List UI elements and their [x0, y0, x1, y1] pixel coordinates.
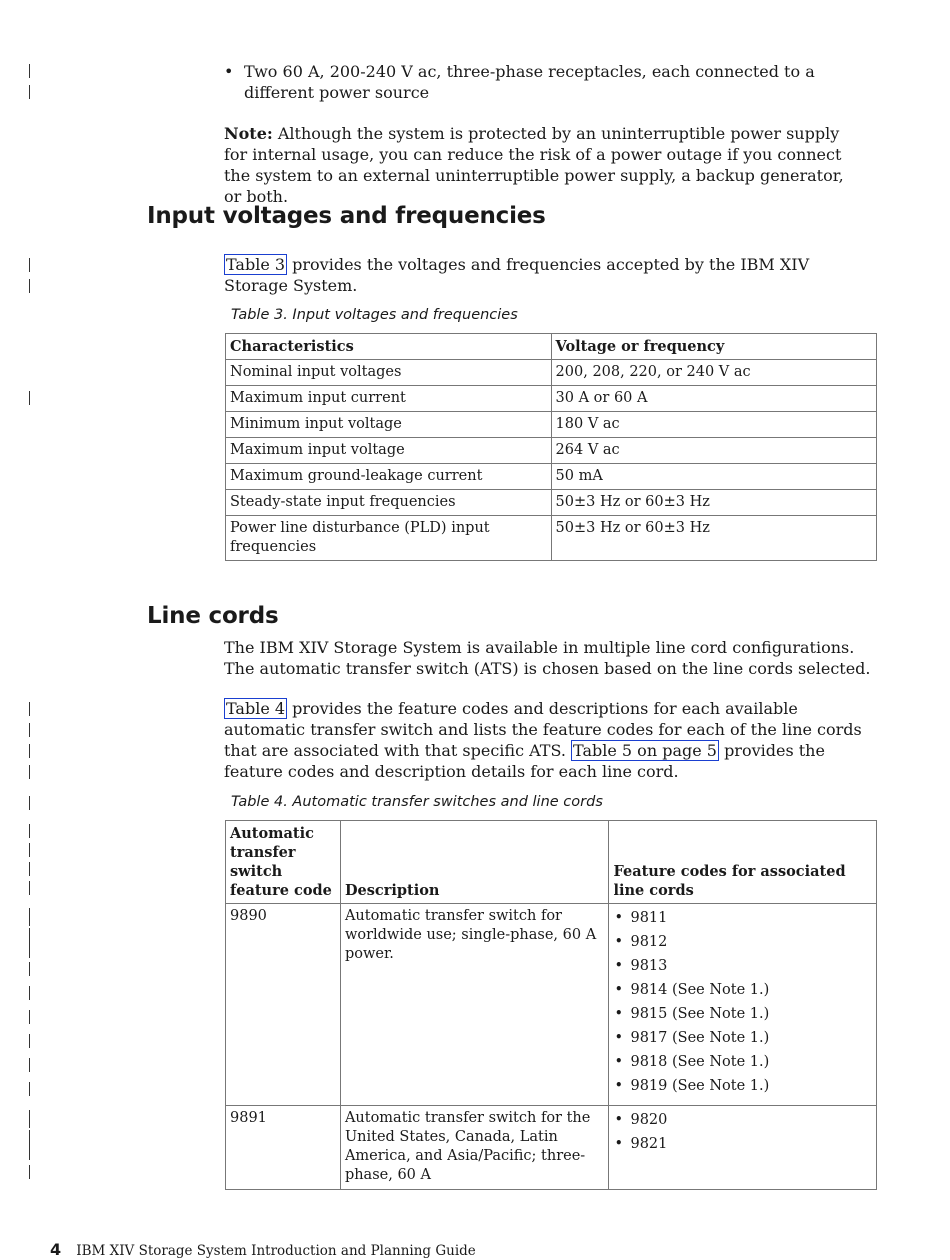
table3-link[interactable]: Table 3 [226, 255, 286, 274]
list-item: • 9819 (See Note 1.) [613, 1077, 872, 1096]
table-cell: Nominal input voltages [226, 360, 552, 386]
section1-paragraph-text: provides the voltages and frequencies accepted by the IBM XIV Storage System. [224, 255, 810, 295]
revision-bar [29, 796, 30, 810]
table-header-cell: Feature codes for associated line cords [609, 821, 877, 904]
table-header-cell: Description [340, 821, 609, 904]
list-item: • 9814 (See Note 1.) [613, 981, 872, 1000]
table-cell-code: 9890 [226, 904, 341, 1106]
list-item: • 9817 (See Note 1.) [613, 1029, 872, 1048]
revision-bar [29, 1058, 30, 1072]
table-cell: Power line disturbance (PLD) input frequencies [226, 516, 552, 561]
table-row [226, 1106, 877, 1190]
revision-bar [29, 64, 30, 78]
revision-bar [29, 862, 30, 876]
footer-title: IBM XIV Storage System Introduction and Planning Guide [76, 1243, 476, 1259]
table-row [226, 386, 877, 412]
section2-paragraph-2 [224, 698, 879, 782]
table-row [226, 904, 877, 1106]
table-input-voltages [225, 333, 877, 561]
table4-link[interactable]: Table 4 [226, 699, 286, 718]
revision-bar [29, 928, 30, 958]
table-cell: 200, 208, 220, or 240 V ac [551, 360, 876, 386]
table-cell: 180 V ac [551, 412, 876, 438]
table-header-cell: Voltage or frequency [551, 334, 876, 360]
table-row [226, 438, 877, 464]
table-header-row [226, 821, 877, 904]
table-cell: 50±3 Hz or 60±3 Hz [551, 516, 876, 561]
table-cell: 50±3 Hz or 60±3 Hz [551, 490, 876, 516]
revision-bar [29, 702, 30, 716]
table-row [226, 516, 877, 561]
table-header-row [226, 334, 877, 360]
table-cell: Maximum input current [226, 386, 552, 412]
revision-bar [29, 843, 30, 857]
table3-caption: Table 3. Input voltages and frequencies [231, 307, 518, 323]
table-cell-code: 9891 [226, 1106, 341, 1190]
revision-bar [29, 258, 30, 272]
table-header-cell: Characteristics [226, 334, 552, 360]
table-cell: Steady-state input frequencies [226, 490, 552, 516]
bullet-glyph: • [224, 62, 234, 81]
table-cell: Minimum input voltage [226, 412, 552, 438]
revision-bar [29, 1110, 30, 1128]
table-cell: Maximum input voltage [226, 438, 552, 464]
revision-bar [29, 824, 30, 838]
section2-paragraph-2-text-b: provides the feature codes and description details for each line cord. [224, 741, 825, 781]
list-item: • 9821 [613, 1135, 872, 1154]
list-item: • 9813 [613, 957, 872, 976]
revision-bar [29, 1010, 30, 1024]
revision-bar [29, 962, 30, 976]
table-cell: 30 A or 60 A [551, 386, 876, 412]
note-text: Although the system is protected by an uninterruptible power supply for internal usage, you can reduce the risk of a power outage if you connect the system to an external uninterruptible power supply, a backup generator, or both. [224, 124, 844, 206]
list-item: • 9811 [613, 909, 872, 928]
table-row [226, 412, 877, 438]
table4-caption: Table 4. Automatic transfer switches and line cords [231, 794, 603, 810]
note-label: Note: [224, 124, 273, 143]
list-item: • 9818 (See Note 1.) [613, 1053, 872, 1072]
page-footer [50, 1240, 476, 1259]
revision-bar [29, 744, 30, 758]
page-number: 4 [50, 1240, 62, 1259]
table-row [226, 490, 877, 516]
table-cell-description: Automatic transfer switch for the United States, Canada, Latin America, and Asia/Pacific; three-phase, 60 A [340, 1106, 609, 1190]
list-item: • 9812 [613, 933, 872, 952]
table5-link[interactable]: Table 5 on page 5 [573, 741, 717, 760]
table-header-cell: Automatic transfer switch feature code [226, 821, 341, 904]
note-paragraph [224, 123, 864, 207]
revision-bar [29, 908, 30, 926]
table-row [226, 464, 877, 490]
table-cell-cords [609, 1106, 877, 1190]
list-item: • 9820 [613, 1111, 872, 1130]
table-cell: 264 V ac [551, 438, 876, 464]
section2-paragraph-1: The IBM XIV Storage System is available in multiple line cord configurations. The automatic transfer switch (ATS) is chosen based on the line cords selected. [224, 638, 871, 678]
revision-bar [29, 881, 30, 895]
intro-bullet-text: Two 60 A, 200-240 V ac, three-phase receptacles, each connected to a different power source [244, 62, 815, 102]
table-cell-description: Automatic transfer switch for worldwide use; single-phase, 60 A power. [340, 904, 609, 1106]
revision-bar [29, 85, 30, 99]
section1-paragraph [224, 254, 874, 296]
cord-list [613, 1111, 872, 1154]
revision-bar [29, 1034, 30, 1048]
revision-bar [29, 391, 30, 405]
table-cell-cords [609, 904, 877, 1106]
revision-bar [29, 723, 30, 737]
revision-bar [29, 1165, 30, 1179]
revision-bar [29, 1082, 30, 1096]
revision-bar [29, 986, 30, 1000]
list-item: • 9815 (See Note 1.) [613, 1005, 872, 1024]
table-row [226, 360, 877, 386]
section-heading-input-voltages: Input voltages and frequencies [147, 203, 546, 229]
cord-list [613, 909, 872, 1096]
section-heading-line-cords: Line cords [147, 603, 279, 629]
revision-bar [29, 765, 30, 779]
section2-paragraph-2-text-a: provides the feature codes and descriptions for each available automatic transfer switch and lists the feature codes for each of the line cords that are associated with that specific ATS. [224, 699, 862, 760]
table-cell: Maximum ground-leakage current [226, 464, 552, 490]
revision-bar [29, 279, 30, 293]
table-ats-line-cords [225, 820, 877, 1190]
table-cell: 50 mA [551, 464, 876, 490]
revision-bar [29, 1130, 30, 1160]
intro-bullet [224, 61, 864, 103]
